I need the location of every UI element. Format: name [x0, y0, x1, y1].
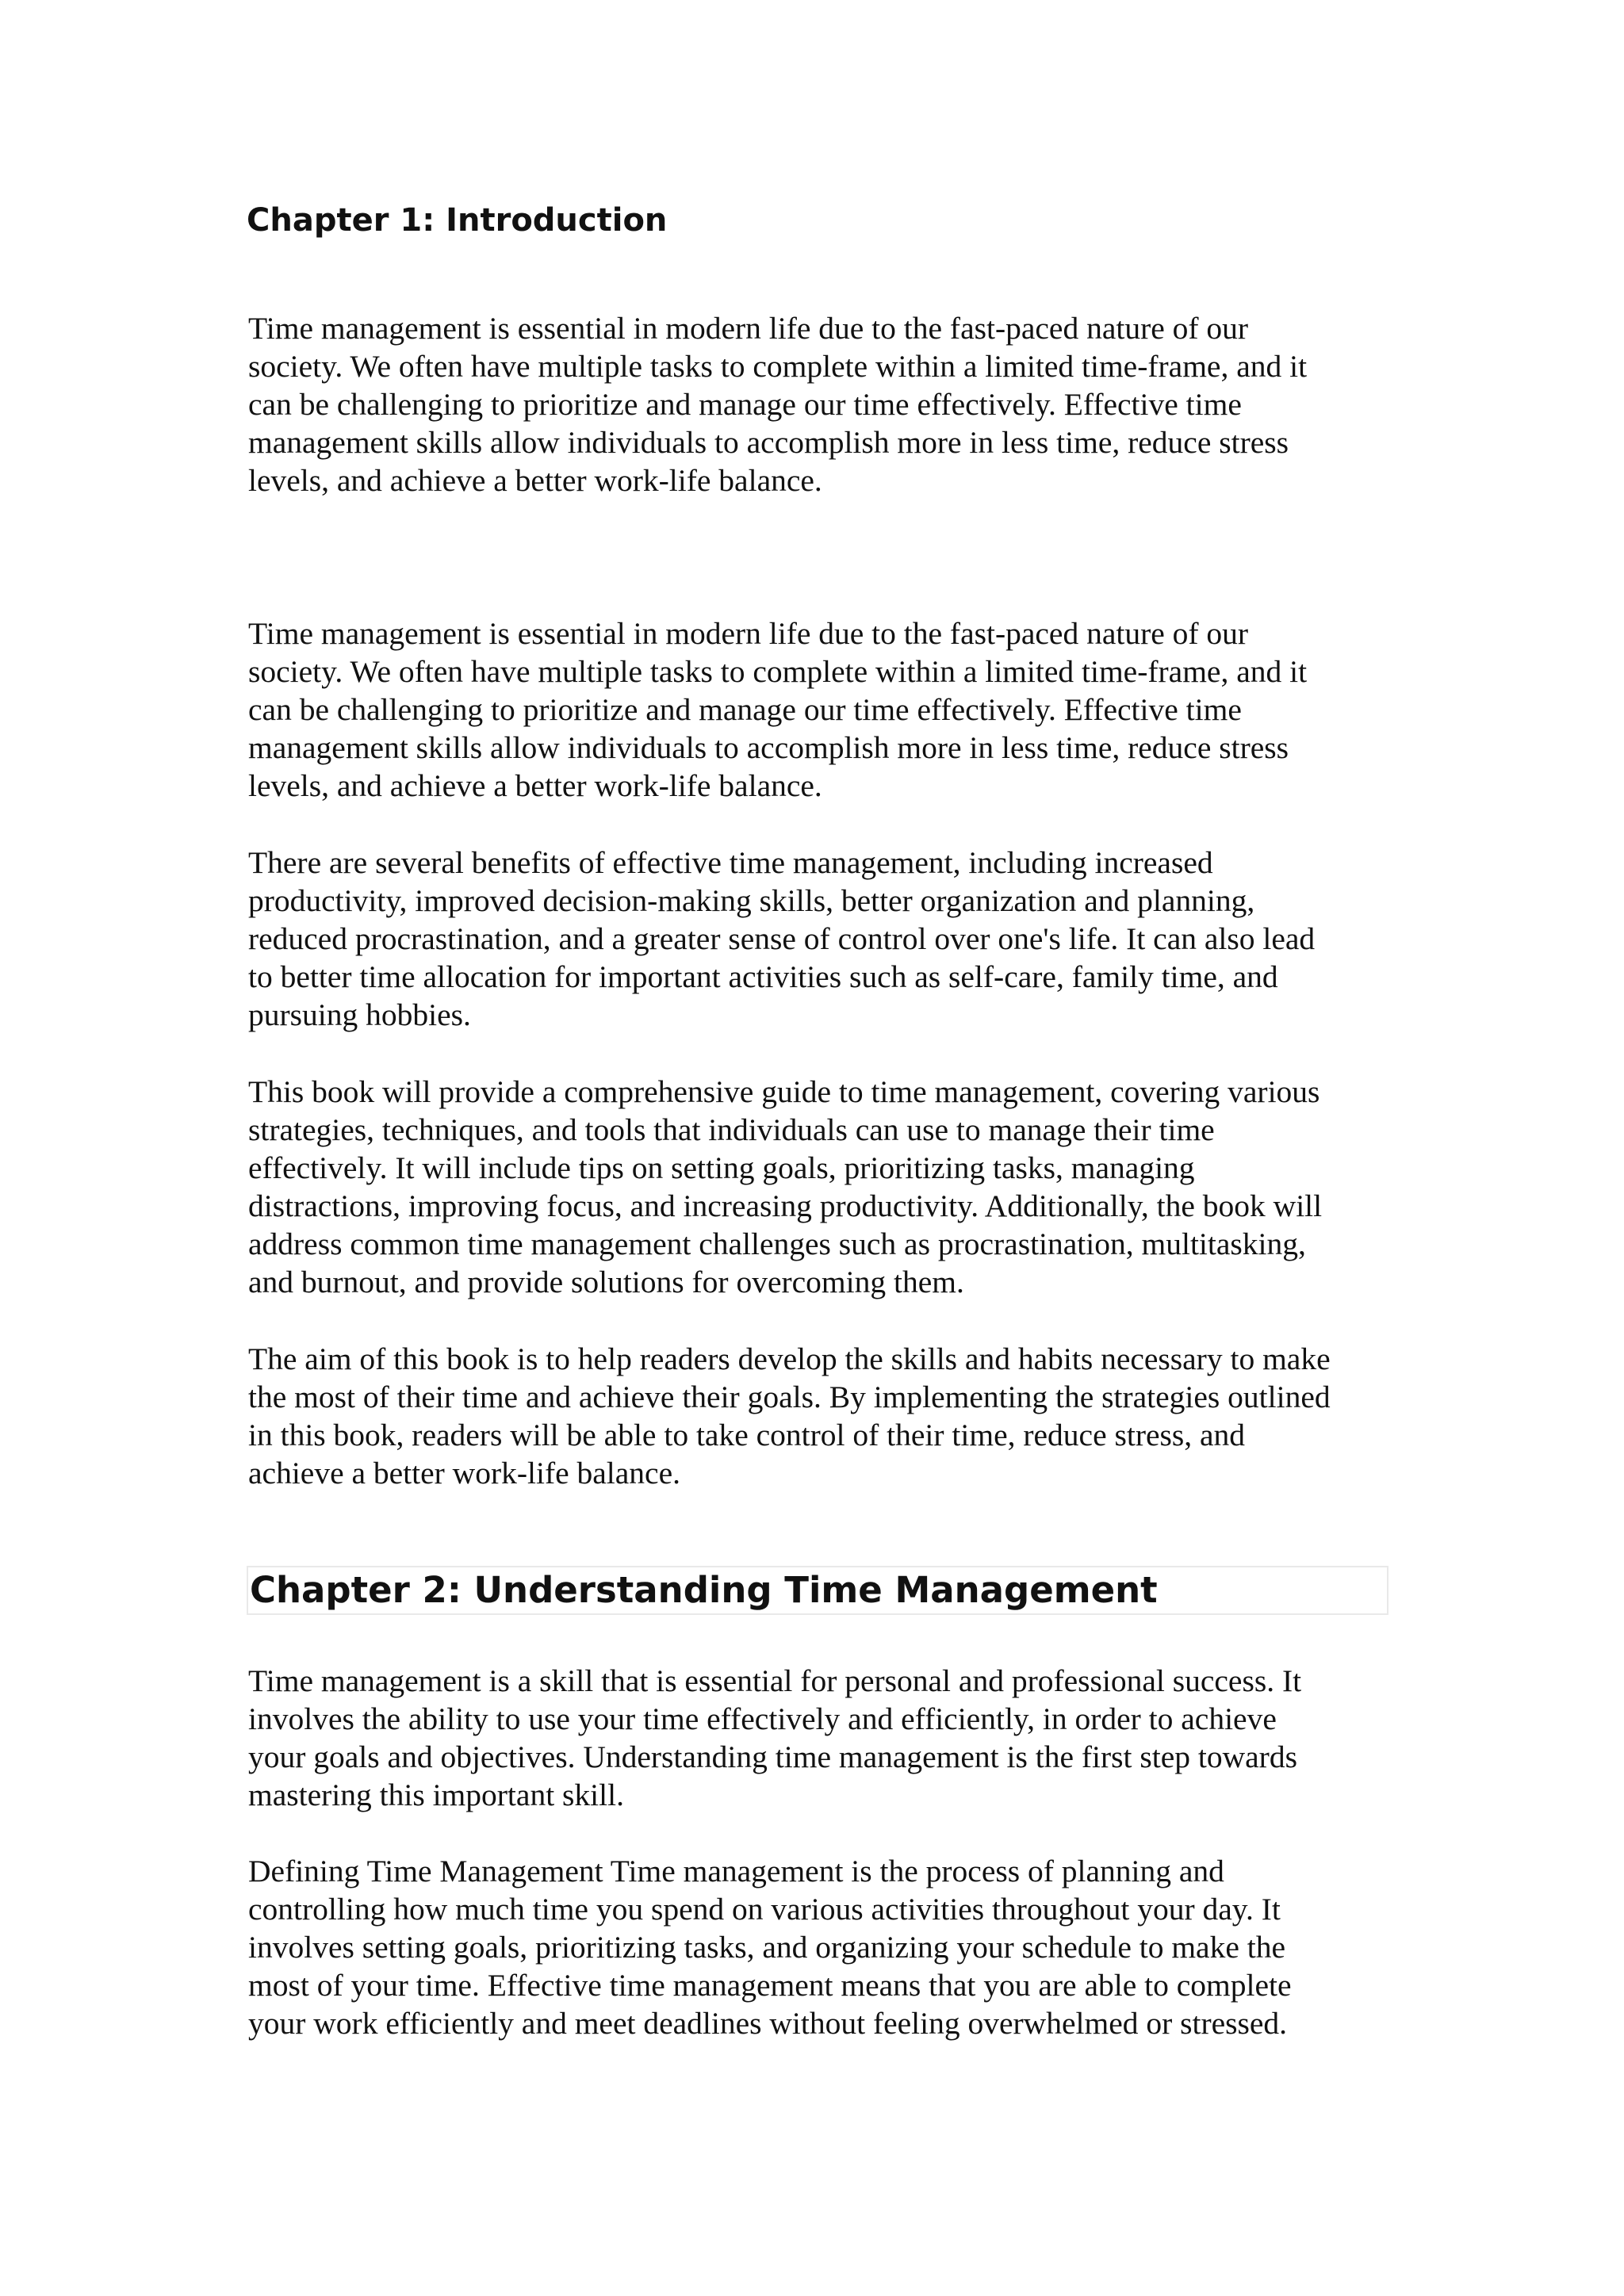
text-line: involves setting goals, prioritizing tasks, and organizing your schedule to make the — [248, 1930, 1285, 1965]
text-line: effectively. It will include tips on setting goals, prioritizing tasks, managing — [248, 1150, 1195, 1185]
chapter-1-paragraph-1 — [248, 309, 1406, 499]
text-line: strategies, techniques, and tools that individuals can use to manage their time — [248, 1112, 1215, 1147]
text-line: distractions, improving focus, and increasing productivity. Additionally, the book will — [248, 1188, 1323, 1223]
chapter-1-heading: Chapter 1: Introduction — [247, 202, 668, 239]
text-line: controlling how much time you spend on various activities throughout your day. It — [248, 1892, 1281, 1927]
text-line: most of your time. Effective time management means that you are able to complete — [248, 1968, 1292, 2003]
text-line: The aim of this book is to help readers develop the skills and habits necessary to make — [248, 1341, 1331, 1376]
text-line: Time management is a skill that is essential for personal and professional success. It — [248, 1663, 1302, 1698]
text-line: reduced procrastination, and a greater sense of control over one's life. It can also lead — [248, 921, 1316, 956]
text-line: There are several benefits of effective time management, including increased — [248, 845, 1213, 880]
text-line: achieve a better work-life balance. — [248, 1456, 680, 1490]
text-line: to better time allocation for important activities such as self-care, family time, and — [248, 959, 1278, 994]
text-line: management skills allow individuals to accomplish more in less time, reduce stress — [248, 425, 1289, 460]
chapter-2-paragraph-2 — [248, 1852, 1406, 2042]
text-line: management skills allow individuals to accomplish more in less time, reduce stress — [248, 730, 1289, 765]
text-line: involves the ability to use your time effectively and efficiently, in order to achieve — [248, 1701, 1277, 1736]
text-line: can be challenging to prioritize and manage our time effectively. Effective time — [248, 692, 1242, 727]
text-line: society. We often have multiple tasks to complete within a limited time-frame, and it — [248, 654, 1308, 689]
chapter-1-paragraph-4 — [248, 1073, 1406, 1301]
text-line: address common time management challenges such as procrastination, multitasking, — [248, 1226, 1306, 1261]
text-line: Time management is essential in modern life due to the fast-paced nature of our — [248, 311, 1249, 346]
text-line: in this book, readers will be able to take control of their time, reduce stress, and — [248, 1418, 1246, 1452]
chapter-2-heading: Chapter 2: Understanding Time Management — [247, 1566, 1388, 1615]
text-line: levels, and achieve a better work-life balance. — [248, 768, 822, 803]
text-line: can be challenging to prioritize and manage our time effectively. Effective time — [248, 387, 1242, 422]
text-line: your work efficiently and meet deadlines without feeling overwhelmed or stressed. — [248, 2006, 1288, 2041]
text-line: the most of their time and achieve their goals. By implementing the strategies outlined — [248, 1380, 1331, 1414]
chapter-1-paragraph-2 — [248, 614, 1406, 805]
chapter-1-paragraph-5 — [248, 1340, 1406, 1492]
chapter-2-paragraph-1 — [248, 1662, 1406, 1814]
text-line: Time management is essential in modern life due to the fast-paced nature of our — [248, 616, 1249, 651]
text-line: Defining Time Management Time management is the process of planning and — [248, 1854, 1224, 1888]
text-line: productivity, improved decision-making skills, better organization and planning, — [248, 883, 1255, 918]
chapter-1-paragraph-3 — [248, 844, 1406, 1034]
text-line: and burnout, and provide solutions for overcoming them. — [248, 1265, 964, 1299]
text-line: your goals and objectives. Understanding time management is the first step towards — [248, 1739, 1297, 1774]
text-line: mastering this important skill. — [248, 1777, 624, 1812]
text-line: society. We often have multiple tasks to complete within a limited time-frame, and it — [248, 349, 1308, 384]
text-line: pursuing hobbies. — [248, 997, 471, 1032]
text-line: levels, and achieve a better work-life balance. — [248, 463, 822, 498]
text-line: This book will provide a comprehensive guide to time management, covering various — [248, 1074, 1320, 1109]
